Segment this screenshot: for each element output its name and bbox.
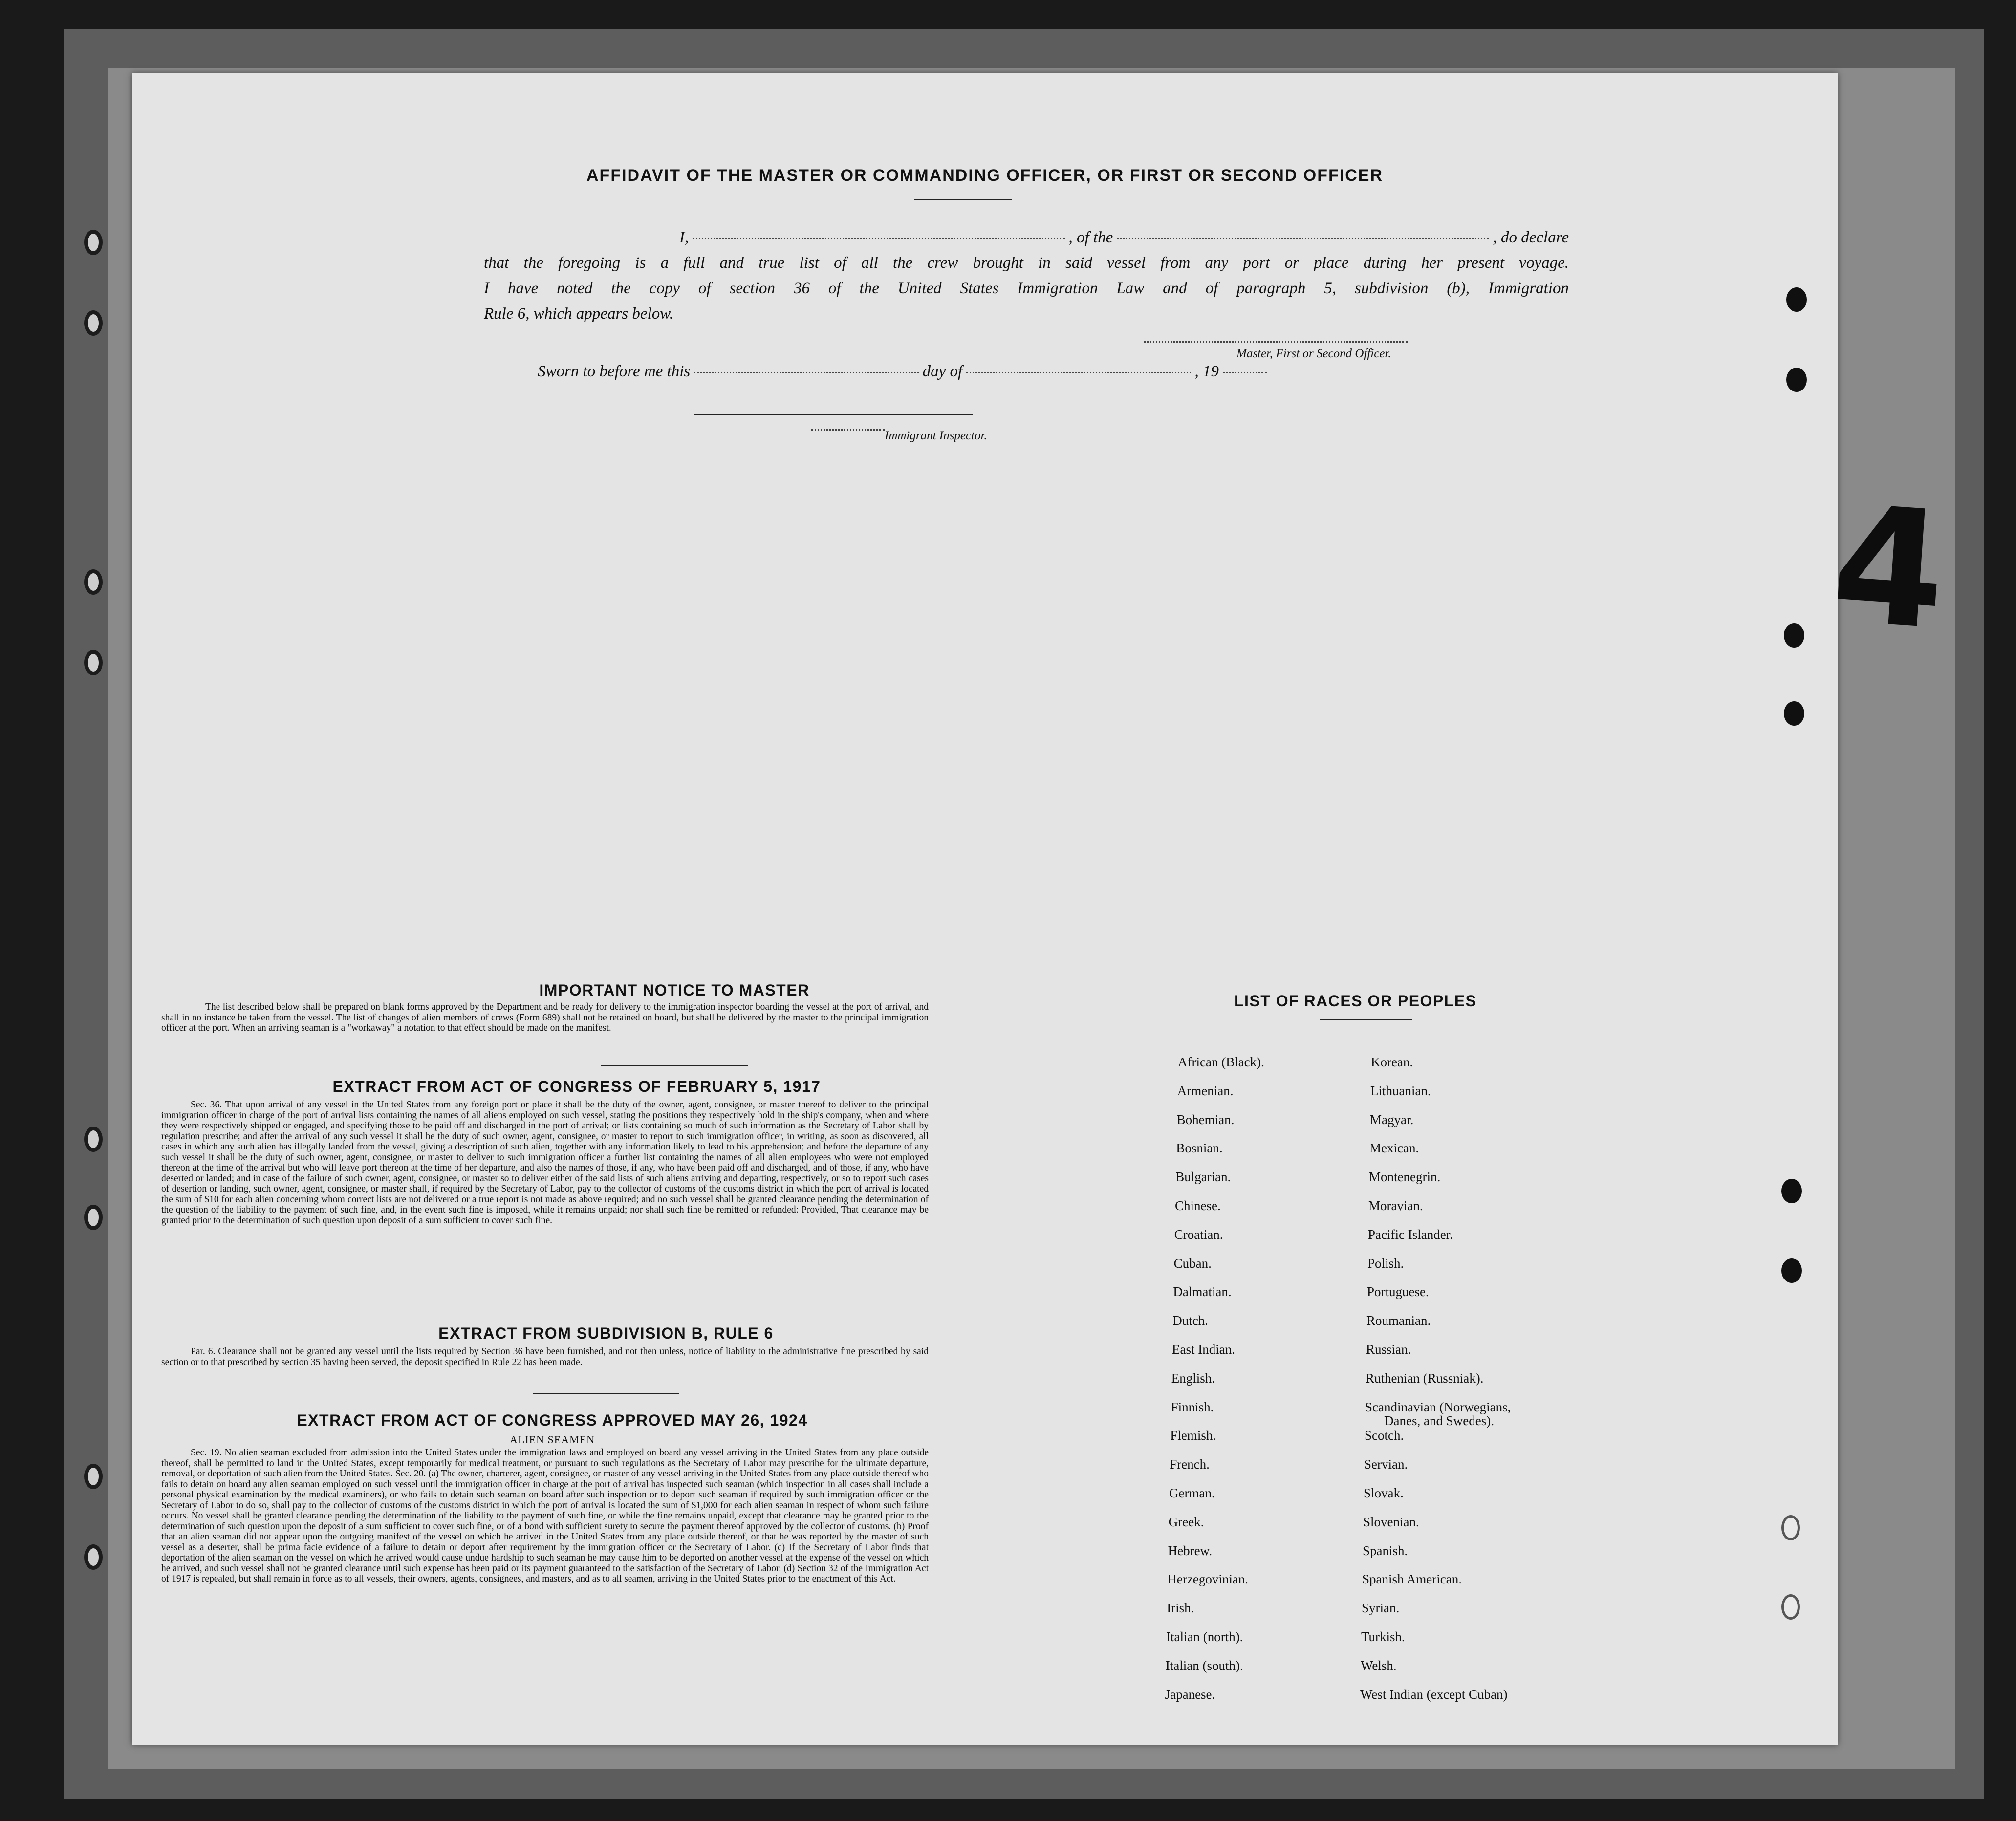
section-rule (533, 1393, 679, 1394)
rule-6-text: Par. 6. Clearance shall not be granted any vessel until the lists required by Section 36 have been furnished, and not then unless, notice of liability to the administrative fine prescribed by said section or to that prescribed by section 35 having been served, the deposit specified in Rule 22 has been made. (161, 1346, 929, 1367)
do-declare-label: , do declare (1493, 229, 1569, 246)
year-blank[interactable] (1223, 372, 1267, 373)
punch-hole (1781, 1258, 1802, 1283)
race-item: Spanish American. (1362, 1572, 1462, 1587)
race-item: Spanish. (1363, 1543, 1408, 1558)
extract-1917-title: EXTRACT FROM ACT OF CONGRESS OF FEBRUARY 5, 1917 (332, 1078, 821, 1095)
race-item: Italian (north). (1166, 1629, 1243, 1644)
master-signature-line[interactable] (1144, 341, 1408, 343)
race-item: Slovak. (1364, 1486, 1404, 1500)
race-item: Italian (south). (1165, 1658, 1243, 1673)
binder-hole (84, 1127, 103, 1152)
race-item: Finnish. (1171, 1399, 1214, 1414)
extract-1917-text: Sec. 36. That upon arrival of any vessel in the United States from any foreign port or place it shall be the duty of the owner, agent, consignee, or master thereof to deliver to the principal immigration officer in charge of the port of arrival lists containing the names of all aliens employed on such vessel, stating the positions they respectively hold in the ship's company, when and where they were respectively shipped or engaged, and specifying those to be paid off and discharged in the port of arrival; or lists containing so much of such information as the Secretary of Labor shall by regulation prescribe; and after the arrival of any such vessel it shall be the duty of such owner, agent, consignee, or master to report to such immigration officer, in writing, as soon as discovered, all cases in which any such alien has illegally landed from the vessel, giving a description of such alien, together with any information likely to lead to his apprehension; and before the departure of any such vessel it shall be the duty of such owner, agent, consignee, or master to deliver to such immigration officer a further list containing the names of all alien employees who were not employed thereon at the time of the arrival but who will leave port thereon at the time of her departure, and also the names of those, if any, who have been paid off and discharged, and of those, if any, who have deserted or landed; and in case of the failure of such owner, agent, consignee, or master so to deliver either of the said lists of such aliens arriving and departing, respectively, or so to report such cases of desertion or landing, such owner, agent, consignee, or master shall, if required by the Secretary of Labor, pay to the collector of customs of the customs district in which the port of arrival is located the sum of $10 for each alien concerning whom correct lists are not delivered or a true report is not made as above required; and no such vessel shall be granted clearance pending the determination of the question of the liability to the payment of such fine, and, in the event such fine is imposed, while it remains unpaid; nor shall such fine be remitted or refunded: Provided, That clearance may be granted prior to the determination of such question upon deposit of a sum sufficient to cover such fine. (161, 1100, 929, 1226)
race-item: Scandinavian (Norwegians, (1365, 1399, 1511, 1414)
extract-1924-subtitle: ALIEN SEAMEN (510, 1433, 595, 1446)
affidavit-line-3: I have noted the copy of section 36 of the United States Immigration Law and of paragraph 5, subdivision (b), Immigration (484, 280, 1569, 297)
affidavit-body (484, 225, 1569, 326)
race-item: Pacific Islander. (1368, 1227, 1453, 1242)
section-rule (601, 1065, 748, 1066)
race-item: West Indian (except Cuban) (1360, 1687, 1508, 1702)
binder-hole (84, 569, 103, 595)
race-item: Servian. (1364, 1457, 1408, 1472)
race-item: Flemish. (1170, 1428, 1216, 1443)
race-item: Lithuanian. (1370, 1083, 1431, 1098)
affidavit-line-2: that the foregoing is a full and true list of all the crew brought in said vessel from any port or place during her present voyage. (484, 254, 1569, 272)
extract-1924-text: Sec. 19. No alien seaman excluded from admission into the United States under the immigration laws and employed on board any vessel arriving in the United States from any place outside thereof, shall be permitted to land in the United States, except temporarily for medical treatment, or pursuant to such regulations as the Secretary of Labor may prescribe for the ultimate departure, removal, or deportation of such alien from the United States. Sec. 20. (a) The owner, charterer, agent, consignee, or master of any vessel arriving in the United States from any place outside thereof who fails to detain on board any alien seaman employed on such vessel until the immigration officer in charge at the port of arrival has inspected such seaman (which inspection in all cases shall include a personal physical examination by the medical examiners), or who fails to detain such seaman on board after such inspection or to deport such seaman if required by such immigration officer or the Secretary of Labor to do so, shall pay to the collector of customs of the customs district in which the port of arrival is located the sum of $1,000 for each alien seaman in respect of whom such failure occurs. No vessel shall be granted clearance pending the determination of the liability to the payment of such fine, or while the fine remains unpaid, except that clearance may be granted prior to the determination of such question upon the deposit of a sum sufficient to cover such fine, or of a bond with sufficient surety to secure the payment thereof approved by the collector of customs. (b) Proof that an alien seaman did not appear upon the outgoing manifest of the vessel on which he arrived in the United States from any place outside thereof, or that he was reported by the master of such vessel as a deserter, shall be prima facie evidence of a failure to detain or deport after requirement by the immigration officer or the Secretary of Labor. (c) If the Secretary of Labor finds that deportation of the alien seaman on the vessel on which he arrived would cause undue hardship to such seaman he may cause him to be deported on another vessel at the expense of the vessel on which he arrived, and such vessel shall not be granted clearance until such expense has been paid or its payment guaranteed to the satisfaction of the Secretary of Labor. (d) Section 32 of the Immigration Act of 1917 is repealed, but shall remain in force as to all vessels, their owners, agents, consignees, and masters, and as to all seamen, arriving in the United States prior to the enactment of this Act. (161, 1448, 929, 1584)
race-item: Greek. (1168, 1514, 1204, 1529)
inspector-label: Immigrant Inspector. (885, 429, 987, 442)
race-item: Syrian. (1362, 1601, 1400, 1616)
race-item: Bohemian. (1176, 1112, 1235, 1127)
race-item: Mexican. (1369, 1141, 1419, 1156)
day-of-label: day of (922, 363, 963, 380)
rule-6-title: EXTRACT FROM SUBDIVISION B, RULE 6 (438, 1324, 774, 1342)
race-item: Scotch. (1365, 1428, 1404, 1443)
race-item: Armenian. (1177, 1083, 1234, 1098)
race-item: Moravian. (1368, 1198, 1423, 1213)
race-item: Portuguese. (1367, 1284, 1429, 1300)
race-item: Herzegovinian. (1167, 1572, 1249, 1587)
race-item: Japanese. (1165, 1687, 1215, 1702)
of-the-label: , of the (1068, 229, 1113, 246)
month-blank[interactable] (966, 372, 1191, 373)
race-item: Croatian. (1174, 1227, 1223, 1242)
race-item: Russian. (1366, 1342, 1411, 1357)
i-label: I, (679, 229, 689, 246)
vessel-blank[interactable] (1117, 238, 1489, 239)
binder-hole (84, 1544, 103, 1570)
punch-hole (1786, 287, 1807, 312)
binder-hole (84, 650, 103, 675)
affidavit-title: AFFIDAVIT OF THE MASTER OR COMMANDING OFFICER, OR FIRST OR SECOND OFFICER (586, 166, 1383, 185)
race-item: French. (1170, 1457, 1210, 1472)
handwritten-page-number: 4 (1826, 470, 1951, 666)
race-item: Korean. (1371, 1055, 1413, 1069)
sworn-prefix: Sworn to before me this (538, 363, 691, 380)
race-item: Welsh. (1361, 1658, 1397, 1673)
binder-hole (84, 230, 103, 255)
inspector-signature-line[interactable] (694, 414, 973, 415)
race-item: Magyar. (1370, 1112, 1414, 1127)
binder-hole (84, 1205, 103, 1230)
inspector-dotted-line (811, 429, 885, 431)
punch-hole (1781, 1179, 1802, 1203)
race-item: Bosnian. (1176, 1141, 1223, 1156)
punch-hole (1781, 1594, 1800, 1620)
race-item: African (Black). (1178, 1055, 1264, 1069)
race-item: English. (1171, 1370, 1215, 1386)
binder-hole (84, 310, 103, 336)
race-item: Chinese. (1175, 1198, 1221, 1213)
extract-1924-title: EXTRACT FROM ACT OF CONGRESS APPROVED MAY 26, 1924 (297, 1411, 808, 1429)
notice-title: IMPORTANT NOTICE TO MASTER (539, 981, 810, 999)
declarant-line (484, 225, 1569, 250)
affidavit-line-4: Rule 6, which appears below. (484, 305, 674, 323)
sworn-line (538, 363, 1271, 381)
form-page (132, 73, 1951, 1745)
race-item: Ruthenian (Russniak). (1366, 1370, 1484, 1386)
notice-text: The list described below shall be prepared on blank forms approved by the Department and be ready for delivery to the immigration inspector boarding the vessel at the port of arrival, and shall in no instance be taken from the vessel. The list of changes of alien members of crews (Form 689) shall not be retained on board, but shall be delivered by the master to the principal immigration officer at the port. When an arriving seaman is a "workaway" a notation to that effect should be made on the manifest. (161, 1002, 929, 1033)
race-item: Dalmatian. (1173, 1284, 1232, 1300)
race-item: Cuban. (1173, 1256, 1212, 1271)
race-item: Bulgarian. (1175, 1170, 1231, 1185)
race-item: Danes, and Swedes). (1384, 1413, 1494, 1428)
punch-hole (1786, 368, 1807, 392)
race-item: Slovenian. (1363, 1514, 1419, 1529)
binder-hole (84, 1464, 103, 1489)
race-item: Hebrew. (1168, 1543, 1213, 1558)
races-title-rule (1320, 1019, 1412, 1020)
punch-hole (1784, 623, 1804, 648)
race-item: East Indian. (1172, 1342, 1235, 1357)
punch-hole (1781, 1515, 1800, 1540)
race-item: Polish. (1367, 1256, 1404, 1271)
year-label: , 19 (1194, 363, 1219, 380)
races-title: LIST OF RACES OR PEOPLES (1234, 992, 1477, 1010)
punch-hole (1784, 701, 1804, 726)
name-blank[interactable] (693, 238, 1064, 239)
race-item: Dutch. (1172, 1313, 1208, 1328)
race-item: Turkish. (1361, 1629, 1405, 1644)
title-rule (914, 199, 1012, 200)
day-blank[interactable] (694, 372, 918, 373)
race-item: Montenegrin. (1369, 1170, 1441, 1185)
race-item: German. (1169, 1486, 1215, 1500)
race-item: Irish. (1167, 1601, 1194, 1616)
master-signature-label: Master, First or Second Officer. (1236, 347, 1391, 360)
race-item: Roumanian. (1366, 1313, 1431, 1328)
